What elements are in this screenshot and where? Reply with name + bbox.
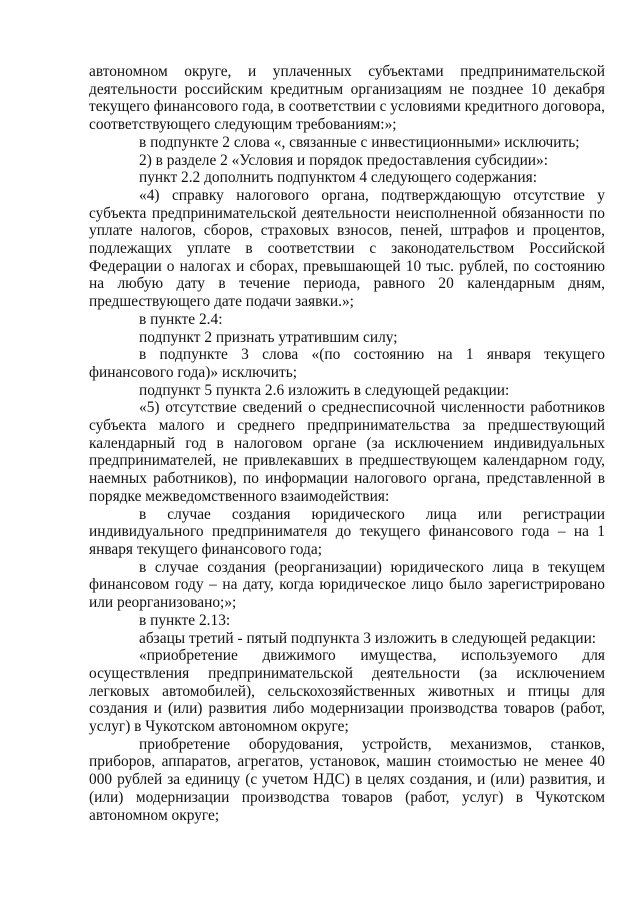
paragraph-section-2-heading: 2) в разделе 2 «Условия и порядок предоставления субсидии»: [139, 151, 549, 169]
paragraph-continuation: автономном округе, и уплаченных субъектами предпринимательской деятельности российским кредитным организациям не позднее 10 декабря текущего финансового года, в соответствии с условиями кредитного договора, соответствующего следующим требованиям:»; [89, 63, 605, 134]
paragraph-amendment-subpoint-2: в подпункте 2 слова «, связанные с инвестиционными» исключить; [139, 133, 580, 151]
paragraph-point-2-6: подпункт 5 пункта 2.6 изложить в следующей редакции: [139, 381, 510, 399]
paragraph-employee-info: «5) отсутствие сведений о среднесписочной численности работников субъекта малого и среднего предпринимательства за предшествующий календарный год в налоговом органе (за исключением индивидуальных предпринимателей, не привлекавших в предшествующем календарном году, наемных работников), по информации налогового органа, представленной в порядке межведомственного взаимодействия: [89, 399, 605, 505]
paragraph-case-before-year: в случае создания юридического лица или регистрации индивидуального предпринимателя до текущего финансового года – на 1 января текущего финансового года; [89, 505, 605, 558]
paragraph-tax-certificate: «4) справку налогового органа, подтверждающую отсутствие у субъекта предпринимательской деятельности неисполненной обязанности по уплате налогов, сборов, страховых взносов, пеней, штрафов и процентов, подлежащих уплате в соответствии с законодательством Российской Федерации о налогах и сборах, превышающей 10 тыс. рублей, по состоянию на любую дату в течение периода, равного 20 календарным дням, предшествующего дате подачи заявки.»; [89, 186, 605, 311]
paragraph-equipment: приобретение оборудования, устройств, механизмов, станков, приборов, аппаратов, агрегатов, установок, машин стоимостью не менее 40 000 рублей за единицу (с учетом НДС) в целях создания, и (или) развития, и (или) модернизации производства товаров (работ, услуг) в Чукотском автономном округе; [89, 735, 605, 824]
paragraph-subpoint-3-words: в подпункте 3 слова «(по состоянию на 1 января текущего финансового года)» исключить; [89, 346, 605, 381]
paragraph-case-current-year: в случае создания (реорганизации) юридического лица в текущем финансовом году – на дату, когда юридическое лицо было зарегистрировано или реорганизовано;»; [89, 558, 605, 612]
document-page [89, 63, 605, 824]
paragraph-movable-property: «приобретение движимого имущества, используемого для осуществления предпринимательской деятельности (за исключением легковых автомобилей), сельскохозяйственных животных и птицы для создания и (или) развития либо модернизации производства товаров (работ, услуг) в Чукотском автономном округе; [89, 647, 605, 736]
paragraph-point-2-2: пункт 2.2 дополнить подпунктом 4 следующего содержания: [139, 169, 537, 187]
paragraph-subpoint-2-void: подпункт 2 признать утратившим силу; [139, 328, 398, 346]
paragraph-subpoint-3-paragraphs: абзацы третий - пятый подпункта 3 изложить в следующей редакции: [139, 629, 597, 647]
paragraph-point-2-4: в пункте 2.4: [139, 310, 223, 328]
paragraph-point-2-13: в пункте 2.13: [139, 611, 231, 629]
